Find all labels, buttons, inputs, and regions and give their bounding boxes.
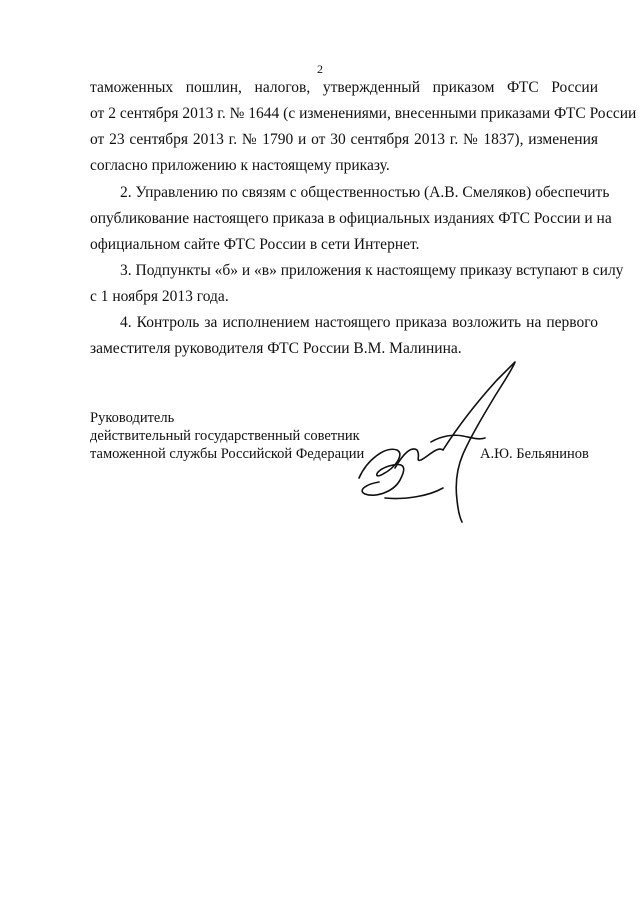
body-line: от 23 сентября 2013 г. № 1790 и от 30 сентября 2013 г. № 1837), изменения xyxy=(90,131,598,148)
paragraph-3-line: 3. Подпункты «б» и «в» приложения к настоящему приказу вступают в силу xyxy=(120,262,624,279)
body-line: таможенных пошлин, налогов, утвержденный приказом ФТС России xyxy=(90,79,598,96)
handwritten-signature-icon xyxy=(345,350,525,525)
signer-position-line: действительный государственный советник xyxy=(90,428,360,444)
signer-position-line: таможенной службы Российской Федерации xyxy=(90,446,365,462)
page-number: 2 xyxy=(317,62,323,76)
signer-name: А.Ю. Бельянинов xyxy=(480,446,589,462)
paragraph-2-line: официальном сайте ФТС России в сети Интернет. xyxy=(90,236,420,253)
paragraph-4-line: 4. Контроль за исполнением настоящего приказа возложить на первого xyxy=(120,314,598,331)
signer-position-line: Руководитель xyxy=(90,410,175,426)
body-line: согласно приложению к настоящему приказу. xyxy=(90,157,390,174)
paragraph-4-line: заместителя руководителя ФТС России В.М. Малинина. xyxy=(90,340,462,357)
paragraph-2-line: опубликование настоящего приказа в официальных изданиях ФТС России и на xyxy=(90,210,612,227)
paragraph-3-line: с 1 ноября 2013 года. xyxy=(90,288,229,305)
paragraph-2-line: 2. Управлению по связям с общественностью (А.В. Смеляков) обеспечить xyxy=(120,184,610,201)
body-line: от 2 сентября 2013 г. № 1644 (с изменениями, внесенными приказами ФТС России xyxy=(90,105,637,122)
